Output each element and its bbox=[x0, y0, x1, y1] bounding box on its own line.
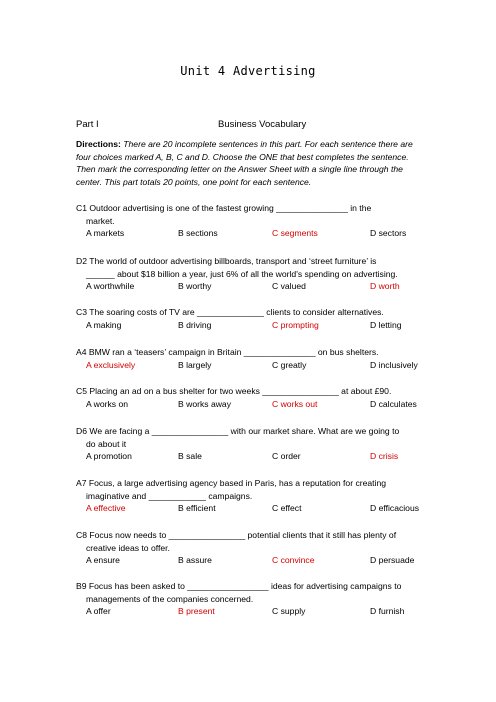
answer-option: D inclusively bbox=[370, 359, 418, 370]
question-stem-continuation: creative ideas to offer. bbox=[86, 542, 170, 553]
question-item bbox=[76, 306, 422, 332]
directions-lead: Directions: bbox=[76, 139, 121, 149]
directions-text: There are 20 incomplete sentences in this part. For each sentence there are four choices marked A, B, C and D. Choose the ONE that best completes the sentence. Then mark the corresponding letter on the Answer Sheet with a single line through the center. This part totals 20 points, one point for each sentence. bbox=[76, 139, 413, 187]
answer-option: B driving bbox=[178, 319, 212, 330]
question-item bbox=[76, 255, 422, 293]
answer-options bbox=[76, 605, 422, 618]
question-stem bbox=[76, 529, 422, 554]
answer-option: C supply bbox=[272, 606, 306, 617]
answer-option: B assure bbox=[178, 555, 212, 566]
answer-option: C valued bbox=[272, 281, 306, 292]
question-stem-line: A4 BMW ran a ‘teasers’ campaign in Britain _______________ on bus shelters. bbox=[76, 347, 379, 357]
answer-option: A markets bbox=[86, 228, 125, 239]
answer-option: B sale bbox=[178, 451, 202, 462]
question-stem bbox=[76, 346, 422, 359]
answer-options bbox=[76, 398, 422, 411]
answer-option-correct: A effective bbox=[86, 503, 126, 514]
answer-option: D persuade bbox=[370, 555, 415, 566]
question-stem bbox=[76, 477, 422, 502]
answer-option: B efficient bbox=[178, 503, 216, 514]
answer-option-correct: D crisis bbox=[370, 451, 399, 462]
answer-option: C order bbox=[272, 451, 301, 462]
answer-option: C greatly bbox=[272, 359, 307, 370]
answer-option: B worthy bbox=[178, 281, 212, 292]
answer-options bbox=[76, 280, 422, 293]
answer-option: B largely bbox=[178, 359, 212, 370]
part-label: Part I bbox=[76, 119, 99, 130]
answer-options bbox=[76, 450, 422, 463]
answer-options bbox=[76, 359, 422, 372]
part-header bbox=[76, 119, 420, 133]
answer-options bbox=[76, 502, 422, 515]
answer-option: A ensure bbox=[86, 555, 120, 566]
answer-option-correct: C works out bbox=[272, 398, 318, 409]
answer-option: D letting bbox=[370, 319, 402, 330]
answer-option: A making bbox=[86, 319, 122, 330]
answer-option: B sections bbox=[178, 228, 218, 239]
question-stem-continuation: imaginative and ____________ campaigns. bbox=[86, 490, 253, 501]
answer-option: A works on bbox=[86, 398, 129, 409]
question-item bbox=[76, 477, 422, 515]
question-stem-line: C3 The soaring costs of TV are ______________ clients to consider alternatives. bbox=[76, 307, 384, 317]
question-stem-line: A7 Focus, a large advertising agency based in Paris, has a reputation for creating bbox=[76, 478, 387, 488]
answer-options bbox=[76, 319, 422, 332]
question-item bbox=[76, 346, 422, 372]
question-stem-continuation: managements of the companies concerned. bbox=[86, 593, 254, 604]
question-stem bbox=[76, 306, 422, 319]
document-title: Unit 4 Advertising bbox=[180, 64, 316, 78]
question-item bbox=[76, 580, 422, 618]
answer-option-correct: C prompting bbox=[272, 319, 319, 330]
answer-option-correct: B present bbox=[178, 606, 215, 617]
part-name: Business Vocabulary bbox=[218, 119, 307, 130]
question-stem bbox=[76, 255, 422, 280]
answer-option: A promotion bbox=[86, 451, 132, 462]
question-item bbox=[76, 202, 422, 240]
question-stem-continuation: market. bbox=[86, 215, 115, 226]
question-stem bbox=[76, 425, 422, 450]
question-stem bbox=[76, 202, 422, 227]
answer-option: B works away bbox=[178, 398, 232, 409]
answer-option: D furnish bbox=[370, 606, 405, 617]
answer-options bbox=[76, 227, 422, 240]
answer-option: A worthwhile bbox=[86, 281, 135, 292]
answer-option-correct: D worth bbox=[370, 281, 400, 292]
answer-option-correct: C convince bbox=[272, 555, 315, 566]
question-stem-line: D2 The world of outdoor advertising billboards, transport and ‘street furniture’ is bbox=[76, 256, 377, 266]
question-stem-continuation: ______ about $18 billion a year, just 6% of all the world's spending on advertising. bbox=[86, 268, 398, 279]
answer-option: A offer bbox=[86, 606, 111, 617]
question-stem-continuation: do about it bbox=[86, 438, 127, 449]
answer-option: D sectors bbox=[370, 228, 407, 239]
answer-option: D efficacious bbox=[370, 503, 420, 514]
question-stem bbox=[76, 385, 422, 398]
answer-option-correct: A exclusively bbox=[86, 359, 136, 370]
answer-option-correct: C segments bbox=[272, 228, 318, 239]
question-stem-line: C5 Placing an ad on a bus shelter for two weeks ________________ at about £90. bbox=[76, 386, 392, 396]
question-item bbox=[76, 425, 422, 463]
question-stem-line: C8 Focus now needs to ________________ potential clients that it still has plenty of bbox=[76, 530, 397, 540]
question-stem-line: C1 Outdoor advertising is one of the fastest growing _______________ in the bbox=[76, 203, 372, 213]
directions bbox=[76, 138, 422, 188]
answer-option: D calculates bbox=[370, 398, 417, 409]
question-stem-line: B9 Focus has been asked to _________________ ideas for advertising campaigns to bbox=[76, 581, 402, 591]
answer-options bbox=[76, 554, 422, 567]
question-stem bbox=[76, 580, 422, 605]
question-item bbox=[76, 529, 422, 567]
question-item bbox=[76, 385, 422, 411]
answer-option: C effect bbox=[272, 503, 302, 514]
question-stem-line: D6 We are facing a ________________ with our market share. What are we going to bbox=[76, 426, 400, 436]
